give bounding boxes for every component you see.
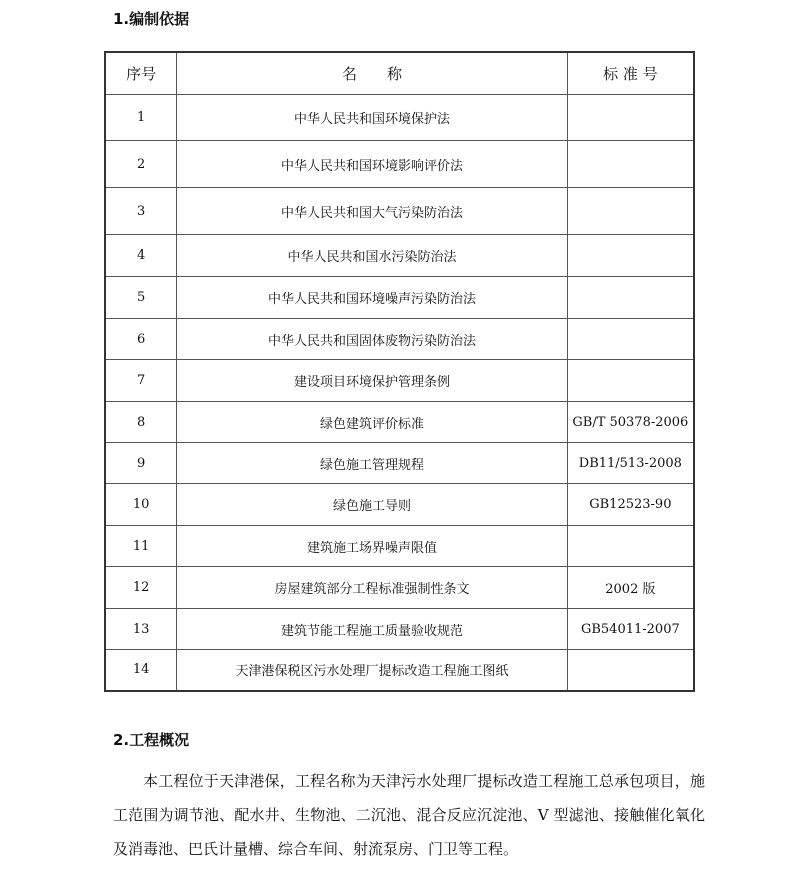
- table-cell-name: 中华人民共和国环境影响评价法: [177, 141, 567, 188]
- table-cell-no: 3: [105, 188, 177, 235]
- table-row: [105, 567, 694, 609]
- table-cell-code: [567, 277, 694, 319]
- paragraph-line: 本工程位于天津港保，工程名称为天津污水处理厂提标改造工程施工总承包项目，施: [143, 772, 705, 790]
- table-cell-code: [567, 95, 694, 141]
- table-cell-name: 天津港保税区污水处理厂提标改造工程施工图纸: [177, 650, 567, 691]
- table-cell-code: [567, 526, 694, 567]
- table-cell-code: 2002 版: [567, 567, 694, 609]
- table-cell-name: 中华人民共和国环境噪声污染防治法: [177, 277, 567, 319]
- paragraph-line: 工范围为调节池、配水井、生物池、二沉池、混合反应沉淀池、V 型滤池、接触催化氧化: [113, 806, 705, 824]
- table-cell-no: 1: [105, 95, 177, 141]
- table-cell-no: 6: [105, 319, 177, 360]
- table-cell-name: 中华人民共和国固体废物污染防治法: [177, 319, 567, 360]
- table-row: [105, 235, 694, 277]
- table-row: [105, 95, 694, 141]
- table-header-row: [105, 52, 694, 95]
- table-cell-no: 9: [105, 443, 177, 484]
- table-cell-code: [567, 319, 694, 360]
- table-cell-no: 11: [105, 526, 177, 567]
- table-cell-name: 中华人民共和国环境保护法: [177, 95, 567, 141]
- table-cell-code: [567, 235, 694, 277]
- table-cell-no: 13: [105, 609, 177, 650]
- table-cell-name: 绿色施工导则: [177, 484, 567, 526]
- table-cell-no: 12: [105, 567, 177, 609]
- table-cell-name: 建筑施工场界噪声限值: [177, 526, 567, 567]
- table-row: [105, 277, 694, 319]
- table-cell-code: GB/T 50378-2006: [567, 402, 694, 443]
- column-header-code: 标 准 号: [567, 52, 694, 95]
- table-cell-name: 建筑节能工程施工质量验收规范: [177, 609, 567, 650]
- table-cell-no: 7: [105, 360, 177, 402]
- table-cell-code: [567, 650, 694, 691]
- table-cell-code: GB12523-90: [567, 484, 694, 526]
- table-cell-no: 10: [105, 484, 177, 526]
- table-cell-name: 中华人民共和国大气污染防治法: [177, 188, 567, 235]
- table-row: [105, 319, 694, 360]
- table-cell-name: 中华人民共和国水污染防治法: [177, 235, 567, 277]
- column-header-name: 名 称: [177, 52, 567, 95]
- table-cell-no: 4: [105, 235, 177, 277]
- table-row: [105, 402, 694, 443]
- table-row: [105, 650, 694, 691]
- table-cell-code: [567, 188, 694, 235]
- table-cell-no: 5: [105, 277, 177, 319]
- paragraph-line: 及消毒池、巴氏计量槽、综合车间、射流泵房、门卫等工程。: [113, 840, 519, 858]
- table-row: [105, 609, 694, 650]
- table-row: [105, 484, 694, 526]
- table-row: [105, 188, 694, 235]
- table-row: [105, 443, 694, 484]
- overview-paragraph: [113, 764, 705, 866]
- table-cell-code: [567, 141, 694, 188]
- section-heading-basis: 1.编制依据: [113, 10, 190, 28]
- table-cell-no: 14: [105, 650, 177, 691]
- table-row: [105, 141, 694, 188]
- table-cell-code: DB11/513-2008: [567, 443, 694, 484]
- table-row: [105, 526, 694, 567]
- table-cell-name: 房屋建筑部分工程标准强制性条文: [177, 567, 567, 609]
- table-row: [105, 360, 694, 402]
- standards-table: [104, 51, 695, 692]
- table-cell-name: 绿色施工管理规程: [177, 443, 567, 484]
- table-cell-name: 绿色建筑评价标准: [177, 402, 567, 443]
- table-cell-code: GB54011-2007: [567, 609, 694, 650]
- column-header-no: 序号: [105, 52, 177, 95]
- table-cell-no: 2: [105, 141, 177, 188]
- section-heading-overview: 2.工程概况: [113, 731, 190, 749]
- table-cell-code: [567, 360, 694, 402]
- table-cell-no: 8: [105, 402, 177, 443]
- table-cell-name: 建设项目环境保护管理条例: [177, 360, 567, 402]
